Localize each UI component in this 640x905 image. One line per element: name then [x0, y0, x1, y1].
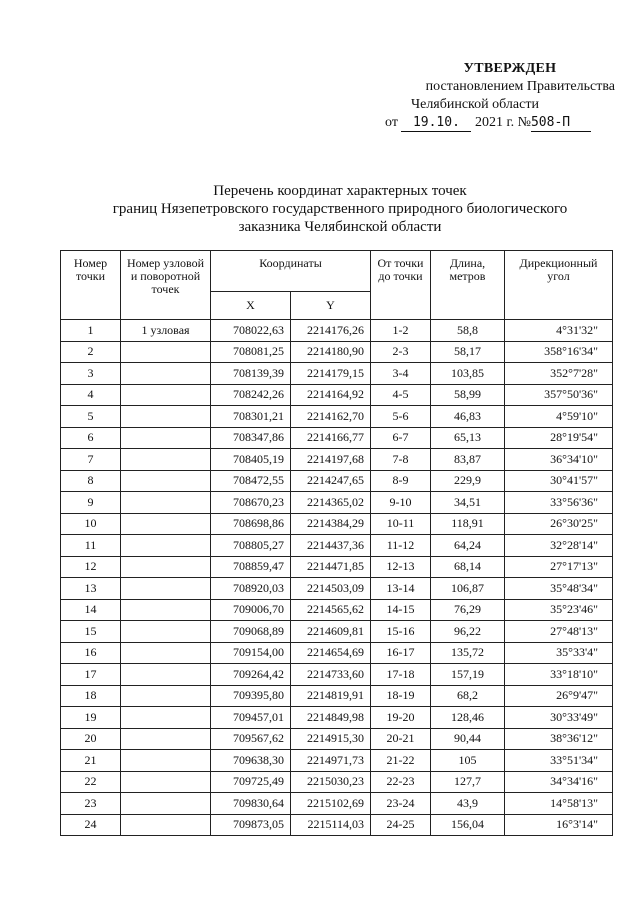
cell-node-no [121, 771, 211, 793]
cell-length: 128,46 [431, 707, 505, 729]
cell-x: 708920,03 [211, 578, 291, 600]
cell-from-to: 7-8 [371, 449, 431, 471]
table-row [61, 406, 613, 428]
cell-y: 2214384,29 [291, 513, 371, 535]
cell-from-to: 18-19 [371, 685, 431, 707]
cell-angle: 357°50'36" [505, 384, 613, 406]
cell-point-no: 7 [61, 449, 121, 471]
cell-node-no [121, 685, 211, 707]
cell-y: 2214164,92 [291, 384, 371, 406]
document-title [60, 182, 620, 236]
approval-line-2: Челябинской области [411, 97, 539, 112]
cell-length: 105 [431, 750, 505, 772]
table-row [61, 707, 613, 729]
cell-from-to: 15-16 [371, 621, 431, 643]
cell-point-no: 22 [61, 771, 121, 793]
cell-length: 76,29 [431, 599, 505, 621]
cell-x: 708405,19 [211, 449, 291, 471]
approval-stamp [385, 60, 615, 132]
cell-from-to: 1-2 [371, 320, 431, 342]
cell-x: 708472,55 [211, 470, 291, 492]
header-y: Y [291, 292, 371, 320]
cell-node-no [121, 363, 211, 385]
approval-title: УТВЕРЖДЕН [463, 61, 557, 76]
table-row [61, 513, 613, 535]
cell-angle: 4°31'32" [505, 320, 613, 342]
cell-x: 708081,25 [211, 341, 291, 363]
cell-x: 709567,62 [211, 728, 291, 750]
cell-node-no [121, 578, 211, 600]
from-label: от [385, 115, 398, 130]
table-row [61, 427, 613, 449]
document-title-line-2: границ Нязепетровского государственного природного биологического [112, 201, 568, 217]
cell-x: 708698,86 [211, 513, 291, 535]
cell-angle: 358°16'34" [505, 341, 613, 363]
cell-point-no: 4 [61, 384, 121, 406]
table-row [61, 556, 613, 578]
table-row [61, 793, 613, 815]
cell-angle: 33°56'36" [505, 492, 613, 514]
table-row [61, 814, 613, 836]
table-row [61, 664, 613, 686]
cell-length: 83,87 [431, 449, 505, 471]
header-x: X [211, 292, 291, 320]
cell-length: 43,9 [431, 793, 505, 815]
cell-node-no [121, 384, 211, 406]
cell-length: 156,04 [431, 814, 505, 836]
cell-x: 709154,00 [211, 642, 291, 664]
cell-from-to: 5-6 [371, 406, 431, 428]
cell-angle: 352°7'28" [505, 363, 613, 385]
table-row [61, 449, 613, 471]
cell-node-no: 1 узловая [121, 320, 211, 342]
cell-angle: 27°48'13" [505, 621, 613, 643]
cell-y: 2214971,73 [291, 750, 371, 772]
cell-angle: 35°48'34" [505, 578, 613, 600]
cell-from-to: 2-3 [371, 341, 431, 363]
cell-from-to: 22-23 [371, 771, 431, 793]
header-from-to: От точки до точки [371, 251, 431, 320]
table-row [61, 384, 613, 406]
header-point-no: Номер точки [61, 251, 121, 320]
cell-x: 709725,49 [211, 771, 291, 793]
cell-x: 708805,27 [211, 535, 291, 557]
cell-from-to: 20-21 [371, 728, 431, 750]
cell-node-no [121, 642, 211, 664]
cell-y: 2215102,69 [291, 793, 371, 815]
document-title-line-3: заказника Челябинской области [238, 219, 442, 235]
cell-from-to: 10-11 [371, 513, 431, 535]
cell-x: 708670,23 [211, 492, 291, 514]
cell-point-no: 3 [61, 363, 121, 385]
cell-x: 709006,70 [211, 599, 291, 621]
cell-y: 2214166,77 [291, 427, 371, 449]
cell-x: 708242,26 [211, 384, 291, 406]
cell-point-no: 10 [61, 513, 121, 535]
header-node-no: Номер узловой и поворотной точек [121, 251, 211, 320]
document-title-line-1: Перечень координат характерных точек [213, 183, 467, 199]
cell-length: 135,72 [431, 642, 505, 664]
cell-y: 2214197,68 [291, 449, 371, 471]
cell-angle: 16°3'14" [505, 814, 613, 836]
approval-number: 508-П [531, 115, 591, 132]
table-row [61, 535, 613, 557]
cell-from-to: 8-9 [371, 470, 431, 492]
cell-x: 708139,39 [211, 363, 291, 385]
cell-x: 709395,80 [211, 685, 291, 707]
cell-point-no: 15 [61, 621, 121, 643]
cell-x: 709068,89 [211, 621, 291, 643]
cell-node-no [121, 513, 211, 535]
cell-angle: 4°59'10" [505, 406, 613, 428]
cell-x: 709830,64 [211, 793, 291, 815]
table-row [61, 642, 613, 664]
cell-from-to: 19-20 [371, 707, 431, 729]
cell-angle: 36°34'10" [505, 449, 613, 471]
cell-from-to: 4-5 [371, 384, 431, 406]
table-row [61, 578, 613, 600]
cell-y: 2214654,69 [291, 642, 371, 664]
cell-y: 2214819,91 [291, 685, 371, 707]
cell-from-to: 3-4 [371, 363, 431, 385]
cell-angle: 33°51'34" [505, 750, 613, 772]
cell-length: 65,13 [431, 427, 505, 449]
cell-from-to: 12-13 [371, 556, 431, 578]
table-row [61, 685, 613, 707]
cell-y: 2214176,26 [291, 320, 371, 342]
cell-node-no [121, 535, 211, 557]
cell-angle: 30°41'57" [505, 470, 613, 492]
cell-y: 2214915,30 [291, 728, 371, 750]
cell-from-to: 16-17 [371, 642, 431, 664]
cell-point-no: 19 [61, 707, 121, 729]
table-row [61, 771, 613, 793]
cell-y: 2215030,23 [291, 771, 371, 793]
cell-length: 103,85 [431, 363, 505, 385]
cell-node-no [121, 406, 211, 428]
cell-point-no: 16 [61, 642, 121, 664]
cell-point-no: 2 [61, 341, 121, 363]
table-row [61, 599, 613, 621]
header-coords: Координаты [211, 251, 371, 292]
approval-line-1: постановлением Правительства [425, 79, 615, 94]
cell-point-no: 21 [61, 750, 121, 772]
cell-point-no: 1 [61, 320, 121, 342]
cell-point-no: 9 [61, 492, 121, 514]
cell-from-to: 9-10 [371, 492, 431, 514]
cell-length: 58,17 [431, 341, 505, 363]
table-row [61, 728, 613, 750]
cell-length: 118,91 [431, 513, 505, 535]
cell-from-to: 11-12 [371, 535, 431, 557]
cell-from-to: 24-25 [371, 814, 431, 836]
table-row [61, 341, 613, 363]
cell-y: 2214162,70 [291, 406, 371, 428]
cell-node-no [121, 707, 211, 729]
cell-y: 2214471,85 [291, 556, 371, 578]
approval-date: 19.10. [401, 115, 471, 132]
cell-point-no: 13 [61, 578, 121, 600]
cell-point-no: 14 [61, 599, 121, 621]
cell-node-no [121, 341, 211, 363]
cell-point-no: 20 [61, 728, 121, 750]
cell-length: 64,24 [431, 535, 505, 557]
table-row [61, 363, 613, 385]
cell-length: 46,83 [431, 406, 505, 428]
cell-length: 90,44 [431, 728, 505, 750]
cell-y: 2214849,98 [291, 707, 371, 729]
cell-x: 708301,21 [211, 406, 291, 428]
cell-length: 68,2 [431, 685, 505, 707]
cell-angle: 32°28'14" [505, 535, 613, 557]
cell-point-no: 6 [61, 427, 121, 449]
cell-from-to: 14-15 [371, 599, 431, 621]
cell-angle: 27°17'13" [505, 556, 613, 578]
cell-x: 708022,63 [211, 320, 291, 342]
table-row [61, 492, 613, 514]
cell-node-no [121, 793, 211, 815]
approval-date-line [385, 114, 615, 132]
table-row [61, 621, 613, 643]
header-length: Длина, метров [431, 251, 505, 320]
cell-y: 2215114,03 [291, 814, 371, 836]
cell-node-no [121, 427, 211, 449]
cell-node-no [121, 621, 211, 643]
cell-point-no: 11 [61, 535, 121, 557]
cell-y: 2214179,15 [291, 363, 371, 385]
cell-y: 2214565,62 [291, 599, 371, 621]
year-label: 2021 г. № [474, 115, 531, 130]
cell-length: 96,22 [431, 621, 505, 643]
cell-length: 127,7 [431, 771, 505, 793]
cell-angle: 26°9'47" [505, 685, 613, 707]
cell-angle: 35°33'4" [505, 642, 613, 664]
cell-y: 2214247,65 [291, 470, 371, 492]
cell-point-no: 18 [61, 685, 121, 707]
cell-y: 2214503,09 [291, 578, 371, 600]
table-row [61, 470, 613, 492]
cell-node-no [121, 664, 211, 686]
cell-length: 58,99 [431, 384, 505, 406]
cell-x: 709873,05 [211, 814, 291, 836]
cell-angle: 28°19'54" [505, 427, 613, 449]
cell-angle: 35°23'46" [505, 599, 613, 621]
cell-x: 708347,86 [211, 427, 291, 449]
cell-from-to: 13-14 [371, 578, 431, 600]
cell-angle: 26°30'25" [505, 513, 613, 535]
cell-length: 58,8 [431, 320, 505, 342]
cell-length: 68,14 [431, 556, 505, 578]
coordinates-table [60, 250, 613, 836]
cell-length: 157,19 [431, 664, 505, 686]
cell-node-no [121, 750, 211, 772]
cell-angle: 34°34'16" [505, 771, 613, 793]
cell-angle: 38°36'12" [505, 728, 613, 750]
cell-y: 2214609,81 [291, 621, 371, 643]
cell-x: 709638,30 [211, 750, 291, 772]
cell-node-no [121, 728, 211, 750]
cell-length: 106,87 [431, 578, 505, 600]
cell-node-no [121, 599, 211, 621]
cell-point-no: 5 [61, 406, 121, 428]
cell-point-no: 12 [61, 556, 121, 578]
cell-node-no [121, 470, 211, 492]
cell-length: 229,9 [431, 470, 505, 492]
cell-x: 709457,01 [211, 707, 291, 729]
cell-from-to: 23-24 [371, 793, 431, 815]
cell-from-to: 6-7 [371, 427, 431, 449]
cell-x: 709264,42 [211, 664, 291, 686]
cell-y: 2214733,60 [291, 664, 371, 686]
cell-node-no [121, 556, 211, 578]
cell-node-no [121, 492, 211, 514]
cell-point-no: 17 [61, 664, 121, 686]
cell-point-no: 24 [61, 814, 121, 836]
cell-angle: 30°33'49" [505, 707, 613, 729]
cell-node-no [121, 449, 211, 471]
table-row [61, 320, 613, 342]
cell-y: 2214437,36 [291, 535, 371, 557]
cell-angle: 14°58'13" [505, 793, 613, 815]
header-angle: Дирекционный угол [505, 251, 613, 320]
cell-length: 34,51 [431, 492, 505, 514]
cell-x: 708859,47 [211, 556, 291, 578]
cell-from-to: 21-22 [371, 750, 431, 772]
cell-node-no [121, 814, 211, 836]
cell-angle: 33°18'10" [505, 664, 613, 686]
cell-from-to: 17-18 [371, 664, 431, 686]
cell-point-no: 23 [61, 793, 121, 815]
cell-y: 2214365,02 [291, 492, 371, 514]
cell-point-no: 8 [61, 470, 121, 492]
table-row [61, 750, 613, 772]
cell-y: 2214180,90 [291, 341, 371, 363]
